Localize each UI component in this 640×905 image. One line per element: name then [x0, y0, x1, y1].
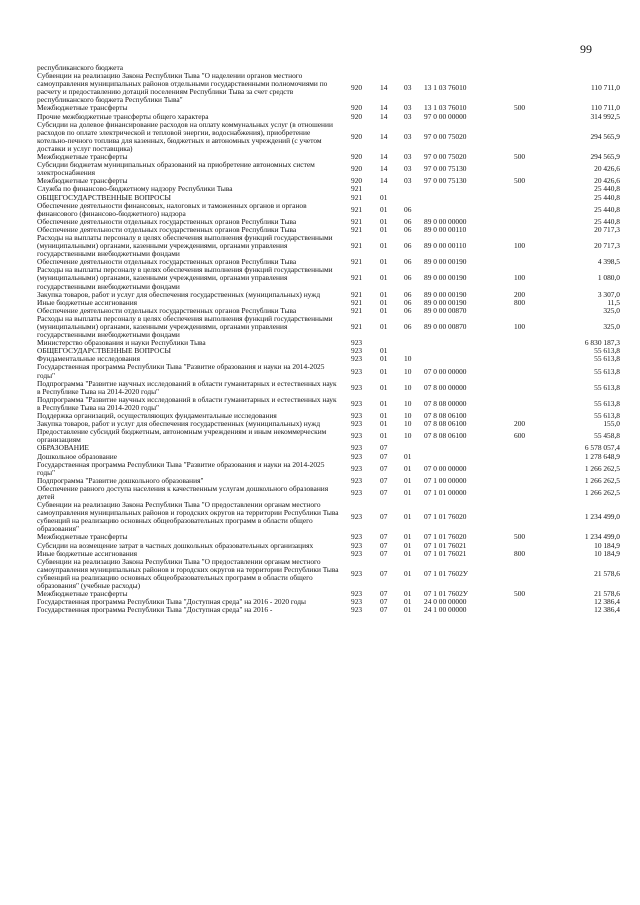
ministry-code: 921	[351, 297, 363, 307]
target-article-code: 07 1 01 76021	[424, 548, 467, 558]
section-code: 14	[380, 111, 388, 121]
target-article-code: 89 0 00 00110	[424, 241, 467, 251]
subsection-code: 01	[404, 548, 412, 558]
row-name: Межбюджетные трансферты	[37, 103, 128, 113]
target-article-code: 07 0 00 00000	[424, 463, 467, 473]
target-article-code: 13 1 03 76010	[424, 103, 467, 113]
amount: 25 440,8	[594, 204, 620, 214]
subsection-code: 03	[404, 103, 412, 113]
amount: 6 830 187,3	[584, 338, 620, 348]
target-article-code: 89 0 00 00190	[424, 297, 467, 307]
section-code: 14	[380, 164, 388, 174]
ministry-code: 923	[351, 463, 363, 473]
section-code: 01	[380, 216, 388, 226]
target-article-code: 07 1 01 00000	[424, 487, 467, 497]
amount: 3 307,0	[597, 289, 620, 299]
row-name: Фундаментальные исследования	[37, 354, 141, 364]
section-code: 01	[380, 354, 388, 364]
target-article-code: 24 1 00 00000	[424, 605, 467, 615]
subsection-code: 03	[404, 111, 412, 121]
row-name: Межбюджетные трансферты	[37, 589, 128, 599]
amount: 10 184,9	[594, 548, 620, 558]
row-name: Обеспечение деятельности финансовых, налоговых и таможенных органов и органов финансового (финансово-бюджетного) надзора	[37, 200, 307, 218]
section-code: 01	[380, 419, 388, 429]
target-article-code: 97 0 00 75130	[424, 164, 467, 174]
subsection-code: 06	[404, 297, 412, 307]
amount: 325,0	[603, 322, 620, 331]
table-row	[37, 606, 620, 614]
expense-type-code: 500	[514, 152, 526, 162]
subsection-code: 06	[404, 289, 412, 299]
expense-type-code: 600	[514, 431, 526, 441]
subsection-code: 01	[404, 451, 412, 461]
row-name: Подпрограмма "Развитие дошкольного образования"	[37, 475, 204, 485]
section-code: 01	[380, 398, 388, 408]
amount: 10 184,9	[594, 540, 620, 550]
section-code: 01	[380, 204, 388, 214]
row-name: Закупка товаров, работ и услуг для обеспечения государственных (муниципальных) нужд	[37, 419, 321, 429]
ministry-code: 920	[351, 111, 363, 121]
amount: 6 578 057,4	[584, 443, 620, 453]
row-name: ОБРАЗОВАНИЕ	[37, 443, 89, 453]
expense-type-code: 800	[514, 548, 526, 558]
section-code: 01	[380, 305, 388, 315]
subsection-code: 10	[404, 398, 412, 408]
row-name: Государственная программа Республики Тыва "Доступная среда" на 2016 - 2020 годы	[37, 597, 306, 607]
amount: 110 711,0	[590, 103, 620, 113]
table-row	[37, 444, 620, 452]
subsection-code: 06	[404, 241, 412, 251]
amount: 55 458,8	[594, 431, 620, 441]
ministry-code: 923	[351, 568, 363, 578]
row-name: Субсидии на возмещение затрат в частных дошкольных образовательных организациях	[37, 540, 314, 550]
expense-type-code: 100	[514, 322, 526, 331]
ministry-code: 921	[351, 241, 363, 251]
row-name: Иные бюджетные ассигнования	[37, 297, 138, 307]
subsection-code: 03	[404, 152, 412, 162]
subsection-code: 01	[404, 463, 412, 473]
amount: 20 426,6	[594, 164, 620, 174]
subsection-code: 10	[404, 354, 412, 364]
table-row	[37, 121, 620, 153]
section-code: 14	[380, 83, 388, 93]
section-code: 07	[380, 512, 388, 522]
ministry-code: 923	[351, 451, 363, 461]
amount: 110 711,0	[590, 83, 620, 93]
target-article-code: 07 1 00 00000	[424, 475, 467, 485]
ministry-code: 923	[351, 411, 363, 421]
amount: 55 613,8	[594, 411, 620, 421]
table-row	[37, 234, 620, 258]
ministry-code: 923	[351, 338, 363, 348]
section-code: 01	[380, 366, 388, 376]
section-code: 07	[380, 475, 388, 485]
table-row	[37, 161, 620, 177]
subsection-code: 01	[404, 487, 412, 497]
amount: 55 613,8	[594, 398, 620, 408]
amount	[540, 64, 620, 72]
amount: 55 613,8	[594, 366, 620, 376]
row-name: Предоставление субсидий бюджетным, автономным учреждениям и иным некоммерческим организациям	[37, 427, 327, 445]
row-name: Дошкольное образование	[37, 451, 118, 461]
ministry-code: 920	[351, 152, 363, 162]
row-name: Субсидии бюджетам муниципальных образований на приобретение автономных систем электроснабжения	[37, 160, 315, 178]
target-article-code: 07 8 00 00000	[424, 382, 467, 392]
row-name: ОБЩЕГОСУДАРСТВЕННЫЕ ВОПРОСЫ	[37, 346, 171, 356]
row-name: Подпрограмма "Развитие научных исследований в области гуманитарных и естественных наук в Республике Тыва на 2014-2020 годы"	[37, 378, 337, 396]
ministry-code: 921	[351, 273, 363, 283]
ministry-code: 923	[351, 431, 363, 441]
row-name: Подпрограмма "Развитие научных исследований в области гуманитарных и естественных наук в Республике Тыва на 2014-2020 годы"	[37, 394, 337, 412]
target-article-code: 07 8 08 06100	[424, 419, 467, 429]
subsection-code: 06	[404, 273, 412, 283]
ministry-code: 921	[351, 216, 363, 226]
subsection-code: 06	[404, 216, 412, 226]
subsection-code: 10	[404, 419, 412, 429]
section-code: 14	[380, 103, 388, 113]
ministry-code: 920	[351, 176, 363, 186]
subsection-code: 10	[404, 411, 412, 421]
row-name: Межбюджетные трансферты	[37, 532, 128, 542]
row-name: Обеспечение деятельности отдельных государственных органов Республики Тыва	[37, 257, 297, 267]
target-article-code: 89 0 00 00190	[424, 257, 467, 267]
amount: 4 398,5	[597, 257, 620, 267]
expense-type-code: 500	[514, 176, 526, 186]
subsection-code: 06	[404, 322, 412, 331]
row-name: Субсидии на долевое финансирование расходов на оплату коммунальных услуг (в отношении расходов по оплате электрической и тепловой энергии, водоснабжения), приобретение котельно-печного топлива для казенных, бюджетных и автономных учреждений (с учетом доставки и услуг поставщика)	[37, 119, 333, 153]
row-name: Поддержка организаций, осуществляющих фундаментальные исследования	[37, 411, 277, 421]
page-number: 99	[580, 42, 592, 56]
ministry-code: 921	[351, 224, 363, 234]
amount: 294 565,9	[590, 131, 620, 141]
ministry-code: 920	[351, 164, 363, 174]
ministry-code: 923	[351, 512, 363, 522]
section-code: 01	[380, 382, 388, 392]
row-name: Субвенции на реализацию Закона Республики Тыва "О наделении органов местного самоуправления муниципальных районов отдельными государственными полномочиями по расчету и предоставлению дотаций поселениям Республики Тыва за счет средств республиканского бюджета Республики Тыва"	[37, 71, 328, 105]
table-row	[37, 363, 620, 379]
subsection-code: 01	[404, 532, 412, 542]
table-row	[37, 202, 620, 218]
amount: 25 440,8	[594, 216, 620, 226]
target-article-code: 13 1 03 76010	[424, 83, 467, 93]
target-article-code: 89 0 00 00000	[424, 216, 467, 226]
amount: 1 266 262,5	[584, 463, 620, 473]
expense-type-code: 100	[514, 241, 526, 251]
target-article-code: 24 0 00 00000	[424, 597, 467, 607]
ministry-code: 920	[351, 83, 363, 93]
amount: 25 440,8	[594, 184, 620, 194]
section-code: 01	[380, 241, 388, 251]
amount: 55 613,8	[594, 346, 620, 356]
subsection-code: 01	[404, 512, 412, 522]
subsection-code: 01	[404, 475, 412, 485]
row-name: Закупка товаров, работ и услуг для обеспечения государственных (муниципальных) нужд	[37, 289, 321, 299]
table-row	[37, 380, 620, 396]
ministry-code: 923	[351, 475, 363, 485]
section-code: 07	[380, 540, 388, 550]
ministry-code: 921	[351, 204, 363, 214]
table-row	[37, 461, 620, 477]
ministry-code: 923	[351, 605, 363, 615]
row-name: Служба по финансово-бюджетному надзору Республики Тыва	[37, 184, 233, 194]
section-code: 07	[380, 597, 388, 607]
row-name: Расходы на выплаты персоналу в целях обеспечения выполнения функций государственными (муниципальными) органами, казенными учреждениями, органами управления государственными внебюджетными фондами	[37, 232, 333, 259]
row-name: Министерство образования и науки Республики Тыва	[37, 338, 206, 348]
section-code: 07	[380, 548, 388, 558]
section-code: 07	[380, 568, 388, 578]
amount: 155,0	[603, 419, 620, 429]
row-name: Субвенции на реализацию Закона Республики Тыва "О предоставлении органам местного самоуправления муниципальных районов и городских округов на территории Республики Тыва субвенций на реализацию основных общеобразовательных программ в области общего образования"	[37, 500, 339, 534]
amount: 1 266 262,5	[584, 487, 620, 497]
target-article-code: 07 8 08 06100	[424, 411, 467, 421]
expense-type-code: 800	[514, 297, 526, 307]
ministry-code: 923	[351, 548, 363, 558]
ministry-code: 923	[351, 398, 363, 408]
target-article-code: 89 0 00 00190	[424, 273, 467, 283]
section-code: 01	[380, 297, 388, 307]
row-name: республиканского бюджета	[37, 63, 124, 72]
subsection-code: 06	[404, 305, 412, 315]
section-code: 07	[380, 605, 388, 615]
ministry-code: 921	[351, 305, 363, 315]
table-row	[37, 396, 620, 412]
amount: 12 386,4	[594, 597, 620, 607]
section-code: 01	[380, 224, 388, 234]
subsection-code: 06	[404, 224, 412, 234]
subsection-code: 10	[404, 366, 412, 376]
amount: 21 578,6	[594, 568, 620, 578]
table-row	[37, 72, 620, 104]
ministry-code: 921	[351, 257, 363, 267]
amount: 21 578,6	[594, 589, 620, 599]
subsection-code: 03	[404, 131, 412, 141]
section-code: 07	[380, 463, 388, 473]
row-name: Государственная программа Республики Тыва "Доступная среда" на 2016 -	[37, 605, 273, 615]
ministry-code: 923	[351, 346, 363, 356]
row-name: Государственная программа Республики Тыва "Развитие образования и науки на 2014-2025 годы"	[37, 459, 325, 477]
subsection-code: 06	[404, 257, 412, 267]
target-article-code: 89 0 00 00870	[424, 305, 467, 315]
ministry-code: 921	[351, 192, 363, 202]
section-code: 01	[380, 431, 388, 441]
amount: 20 717,3	[594, 241, 620, 251]
target-article-code: 07 8 08 00000	[424, 398, 467, 408]
expense-type-code: 500	[514, 589, 526, 599]
ministry-code: 920	[351, 131, 363, 141]
ministry-code: 923	[351, 487, 363, 497]
target-article-code: 07 1 01 76020	[424, 532, 467, 542]
section-code: 01	[380, 273, 388, 283]
subsection-code: 03	[404, 83, 412, 93]
ministry-code: 923	[351, 532, 363, 542]
amount: 1 080,0	[597, 273, 620, 283]
subsection-code: 01	[404, 589, 412, 599]
target-article-code: 07 1 01 7602У	[424, 589, 469, 599]
target-article-code: 07 0 00 00000	[424, 366, 467, 376]
target-article-code: 97 0 00 75130	[424, 176, 467, 186]
amount: 11,5	[607, 297, 620, 307]
table-row	[37, 501, 620, 533]
row-name: Государственная программа Республики Тыва "Развитие образования и науки на 2014-2025 годы"	[37, 362, 325, 380]
ministry-code: 923	[351, 382, 363, 392]
section-code: 01	[380, 322, 388, 331]
target-article-code: 97 0 00 75020	[424, 131, 467, 141]
ministry-code: 923	[351, 589, 363, 599]
ministry-code: 921	[351, 289, 363, 299]
section-code: 14	[380, 152, 388, 162]
subsection-code: 01	[404, 605, 412, 615]
row-name: Межбюджетные трансферты	[37, 152, 128, 162]
row-name: Обеспечение деятельности отдельных государственных органов Республики Тыва	[37, 216, 297, 226]
row-name: Межбюджетные трансферты	[37, 176, 128, 186]
amount: 20 426,6	[594, 176, 620, 186]
amount: 20 717,3	[594, 224, 620, 234]
row-name: Субвенции на реализацию Закона Республики Тыва "О предоставлении органам местного самоуправления муниципальных районов и городских округов на территории Республики Тыва субвенций на реализацию основных общеобразовательных программ в области общего образования" (учебные расходы)	[37, 556, 339, 590]
subsection-code: 01	[404, 597, 412, 607]
ministry-code: 923	[351, 354, 363, 364]
section-code: 01	[380, 192, 388, 202]
expense-type-code: 200	[514, 289, 526, 299]
amount: 25 440,8	[594, 192, 620, 202]
row-name: Обеспечение деятельности отдельных государственных органов Республики Тыва	[37, 305, 297, 315]
table-row	[37, 428, 620, 444]
section-code: 01	[380, 257, 388, 267]
row-name: ОБЩЕГОСУДАРСТВЕННЫЕ ВОПРОСЫ	[37, 192, 171, 202]
table-row	[37, 485, 620, 501]
row-name: Расходы на выплаты персоналу в целях обеспечения выполнения функций государственными (муниципальными) органами, казенными учреждениями, органами управления государственными внебюджетными фондами	[37, 265, 333, 291]
target-article-code: 89 0 00 00870	[424, 322, 467, 331]
amount: 294 565,9	[590, 152, 620, 162]
amount: 1 266 262,5	[584, 475, 620, 485]
target-article-code: 89 0 00 00190	[424, 289, 467, 299]
amount: 325,0	[603, 305, 620, 315]
expense-type-code: 500	[514, 532, 526, 542]
subsection-code: 01	[404, 568, 412, 578]
section-code: 07	[380, 451, 388, 461]
row-name: Иные бюджетные ассигнования	[37, 548, 138, 558]
subsection-code: 10	[404, 382, 412, 392]
ministry-code: 923	[351, 443, 363, 453]
ministry-code: 921	[351, 184, 363, 194]
table-row	[37, 266, 620, 290]
section-code: 07	[380, 487, 388, 497]
expense-type-code: 500	[514, 103, 526, 113]
amount: 314 992,5	[590, 111, 620, 121]
target-article-code: 07 1 01 7602У	[424, 568, 469, 578]
ministry-code: 923	[351, 366, 363, 376]
ministry-code: 923	[351, 419, 363, 429]
row-name: Обеспечение деятельности отдельных государственных органов Республики Тыва	[37, 224, 297, 234]
section-code: 14	[380, 176, 388, 186]
ministry-code: 921	[351, 322, 363, 331]
ministry-code: 920	[351, 103, 363, 113]
amount: 55 613,8	[594, 382, 620, 392]
target-article-code: 07 1 01 76021	[424, 540, 467, 550]
target-article-code: 07 1 01 76020	[424, 512, 467, 522]
section-code: 01	[380, 346, 388, 356]
section-code: 07	[380, 532, 388, 542]
amount: 1 234 499,0	[584, 512, 620, 522]
target-article-code: 97 0 00 75020	[424, 152, 467, 162]
row-name: Расходы на выплаты персоналу в целях обеспечения выполнения функций государственными (муниципальными) органами, казенными учреждениями, органами управления государственными внебюджетными фондами	[37, 313, 333, 340]
amount: 1 278 648,9	[584, 451, 620, 461]
amount: 1 234 499,0	[584, 532, 620, 542]
expense-type-code: 200	[514, 419, 526, 429]
amount: 55 613,8	[594, 354, 620, 364]
row-name: Обеспечение равного доступа населения к качественным услугам дошкольного образования детей	[37, 483, 329, 501]
subsection-code: 10	[404, 431, 412, 441]
expense-type-code: 100	[514, 273, 526, 283]
section-code: 01	[380, 411, 388, 421]
subsection-code: 03	[404, 164, 412, 174]
target-article-code: 89 0 00 00110	[424, 224, 467, 234]
subsection-code: 03	[404, 176, 412, 186]
ministry-code: 923	[351, 597, 363, 607]
section-code: 14	[380, 131, 388, 141]
row-name: Прочие межбюджетные трансферты общего характера	[37, 111, 209, 121]
budget-table	[37, 64, 620, 614]
section-code: 01	[380, 289, 388, 299]
subsection-code: 06	[404, 204, 412, 214]
amount: 12 386,4	[594, 605, 620, 615]
subsection-code: 01	[404, 540, 412, 550]
table-row	[37, 558, 620, 590]
target-article-code: 97 0 00 00000	[424, 111, 467, 121]
table-row	[37, 315, 620, 339]
target-article-code: 07 8 08 06100	[424, 431, 467, 441]
section-code: 07	[380, 443, 388, 453]
section-code: 07	[380, 589, 388, 599]
ministry-code: 923	[351, 540, 363, 550]
